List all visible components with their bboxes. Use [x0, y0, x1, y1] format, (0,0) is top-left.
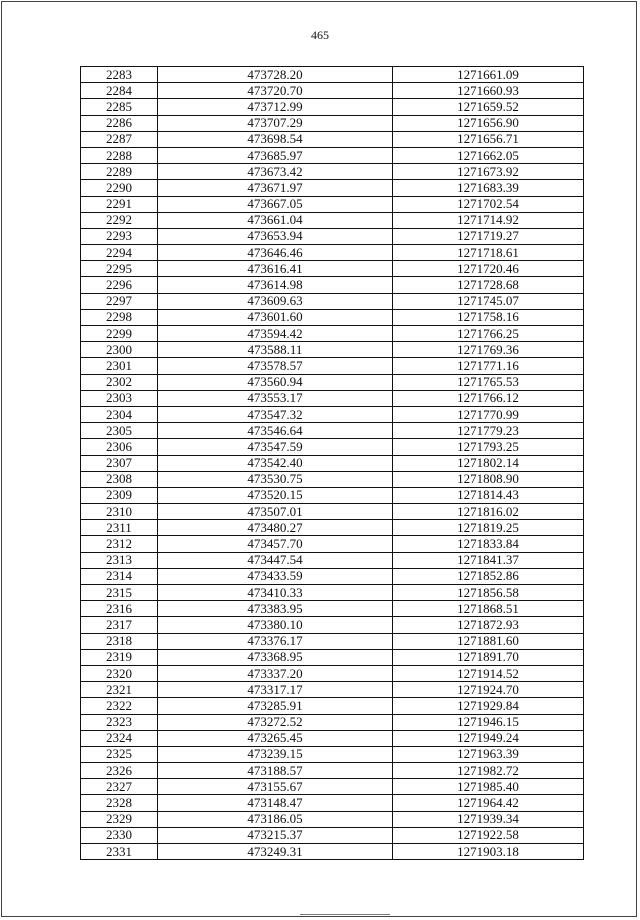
table-row [81, 504, 584, 520]
x-coordinate-cell: 473447.54 [158, 552, 393, 568]
table-row [81, 536, 584, 552]
point-number-cell: 2288 [81, 147, 158, 163]
x-coordinate-cell: 473155.67 [158, 779, 393, 795]
table-row [81, 309, 584, 325]
x-coordinate-cell: 473553.17 [158, 390, 393, 406]
table-row [81, 423, 584, 439]
x-coordinate-cell: 473337.20 [158, 665, 393, 681]
x-coordinate-cell: 473601.60 [158, 309, 393, 325]
point-number-cell: 2286 [81, 115, 158, 131]
table-row [81, 326, 584, 342]
x-coordinate-cell: 473646.46 [158, 245, 393, 261]
table-row [81, 406, 584, 422]
x-coordinate-cell: 473588.11 [158, 342, 393, 358]
point-number-cell: 2291 [81, 196, 158, 212]
table-row [81, 390, 584, 406]
x-coordinate-cell: 473685.97 [158, 147, 393, 163]
table-row [81, 487, 584, 503]
point-number-cell: 2324 [81, 730, 158, 746]
point-number-cell: 2298 [81, 309, 158, 325]
y-coordinate-cell: 1271852.86 [393, 568, 584, 584]
y-coordinate-cell: 1271683.39 [393, 180, 584, 196]
point-number-cell: 2308 [81, 471, 158, 487]
x-coordinate-cell: 473530.75 [158, 471, 393, 487]
y-coordinate-cell: 1271793.25 [393, 439, 584, 455]
x-coordinate-cell: 473215.37 [158, 827, 393, 843]
y-coordinate-cell: 1271868.51 [393, 601, 584, 617]
x-coordinate-cell: 473578.57 [158, 358, 393, 374]
x-coordinate-cell: 473148.47 [158, 795, 393, 811]
x-coordinate-cell: 473376.17 [158, 633, 393, 649]
x-coordinate-cell: 473380.10 [158, 617, 393, 633]
point-number-cell: 2311 [81, 520, 158, 536]
table-row [81, 455, 584, 471]
point-number-cell: 2326 [81, 763, 158, 779]
point-number-cell: 2325 [81, 746, 158, 762]
point-number-cell: 2300 [81, 342, 158, 358]
point-number-cell: 2292 [81, 212, 158, 228]
table-row [81, 67, 584, 83]
y-coordinate-cell: 1271766.25 [393, 326, 584, 342]
point-number-cell: 2290 [81, 180, 158, 196]
table-row [81, 277, 584, 293]
x-coordinate-cell: 473507.01 [158, 504, 393, 520]
table-row [81, 342, 584, 358]
table-row [81, 131, 584, 147]
table-row [81, 763, 584, 779]
table-row [81, 164, 584, 180]
x-coordinate-cell: 473265.45 [158, 730, 393, 746]
x-coordinate-cell: 473698.54 [158, 131, 393, 147]
y-coordinate-cell: 1271841.37 [393, 552, 584, 568]
point-number-cell: 2287 [81, 131, 158, 147]
point-number-cell: 2321 [81, 682, 158, 698]
point-number-cell: 2295 [81, 261, 158, 277]
y-coordinate-cell: 1271946.15 [393, 714, 584, 730]
y-coordinate-cell: 1271922.58 [393, 827, 584, 843]
y-coordinate-cell: 1271771.16 [393, 358, 584, 374]
y-coordinate-cell: 1271924.70 [393, 682, 584, 698]
point-number-cell: 2327 [81, 779, 158, 795]
point-number-cell: 2329 [81, 811, 158, 827]
table-row [81, 617, 584, 633]
x-coordinate-cell: 473594.42 [158, 326, 393, 342]
point-number-cell: 2294 [81, 245, 158, 261]
table-row [81, 293, 584, 309]
y-coordinate-cell: 1271656.90 [393, 115, 584, 131]
x-coordinate-cell: 473547.59 [158, 439, 393, 455]
table-row [81, 714, 584, 730]
table-row [81, 585, 584, 601]
y-coordinate-cell: 1271656.71 [393, 131, 584, 147]
point-number-cell: 2301 [81, 358, 158, 374]
point-number-cell: 2319 [81, 649, 158, 665]
point-number-cell: 2328 [81, 795, 158, 811]
y-coordinate-cell: 1271881.60 [393, 633, 584, 649]
point-number-cell: 2318 [81, 633, 158, 649]
table-row [81, 374, 584, 390]
table-row [81, 358, 584, 374]
y-coordinate-cell: 1271758.16 [393, 309, 584, 325]
bottom-divider [300, 914, 390, 915]
point-number-cell: 2296 [81, 277, 158, 293]
point-number-cell: 2317 [81, 617, 158, 633]
point-number-cell: 2313 [81, 552, 158, 568]
table-row [81, 228, 584, 244]
point-number-cell: 2310 [81, 504, 158, 520]
x-coordinate-cell: 473239.15 [158, 746, 393, 762]
y-coordinate-cell: 1271814.43 [393, 487, 584, 503]
coordinates-table-body [81, 67, 584, 860]
x-coordinate-cell: 473614.98 [158, 277, 393, 293]
y-coordinate-cell: 1271872.93 [393, 617, 584, 633]
y-coordinate-cell: 1271719.27 [393, 228, 584, 244]
x-coordinate-cell: 473383.95 [158, 601, 393, 617]
y-coordinate-cell: 1271745.07 [393, 293, 584, 309]
point-number-cell: 2307 [81, 455, 158, 471]
x-coordinate-cell: 473433.59 [158, 568, 393, 584]
y-coordinate-cell: 1271949.24 [393, 730, 584, 746]
table-row [81, 245, 584, 261]
y-coordinate-cell: 1271819.25 [393, 520, 584, 536]
x-coordinate-cell: 473560.94 [158, 374, 393, 390]
table-row [81, 649, 584, 665]
table-row [81, 730, 584, 746]
point-number-cell: 2284 [81, 83, 158, 99]
y-coordinate-cell: 1271891.70 [393, 649, 584, 665]
table-row [81, 811, 584, 827]
point-number-cell: 2331 [81, 844, 158, 860]
point-number-cell: 2303 [81, 390, 158, 406]
x-coordinate-cell: 473457.70 [158, 536, 393, 552]
table-row [81, 633, 584, 649]
table-row [81, 180, 584, 196]
y-coordinate-cell: 1271662.05 [393, 147, 584, 163]
y-coordinate-cell: 1271982.72 [393, 763, 584, 779]
x-coordinate-cell: 473661.04 [158, 212, 393, 228]
point-number-cell: 2305 [81, 423, 158, 439]
x-coordinate-cell: 473667.05 [158, 196, 393, 212]
x-coordinate-cell: 473720.70 [158, 83, 393, 99]
table-row [81, 698, 584, 714]
point-number-cell: 2297 [81, 293, 158, 309]
y-coordinate-cell: 1271856.58 [393, 585, 584, 601]
table-row [81, 439, 584, 455]
x-coordinate-cell: 473520.15 [158, 487, 393, 503]
table-row [81, 665, 584, 681]
x-coordinate-cell: 473609.63 [158, 293, 393, 309]
point-number-cell: 2302 [81, 374, 158, 390]
point-number-cell: 2293 [81, 228, 158, 244]
point-number-cell: 2306 [81, 439, 158, 455]
x-coordinate-cell: 473653.94 [158, 228, 393, 244]
table-row [81, 115, 584, 131]
x-coordinate-cell: 473616.41 [158, 261, 393, 277]
table-row [81, 212, 584, 228]
page-number: 465 [311, 28, 329, 42]
y-coordinate-cell: 1271728.68 [393, 277, 584, 293]
table-row [81, 99, 584, 115]
x-coordinate-cell: 473673.42 [158, 164, 393, 180]
table-row [81, 261, 584, 277]
table-row [81, 83, 584, 99]
x-coordinate-cell: 473547.32 [158, 406, 393, 422]
y-coordinate-cell: 1271985.40 [393, 779, 584, 795]
y-coordinate-cell: 1271659.52 [393, 99, 584, 115]
y-coordinate-cell: 1271673.92 [393, 164, 584, 180]
y-coordinate-cell: 1271833.84 [393, 536, 584, 552]
table-row [81, 795, 584, 811]
y-coordinate-cell: 1271661.09 [393, 67, 584, 83]
x-coordinate-cell: 473728.20 [158, 67, 393, 83]
x-coordinate-cell: 473546.64 [158, 423, 393, 439]
x-coordinate-cell: 473368.95 [158, 649, 393, 665]
y-coordinate-cell: 1271903.18 [393, 844, 584, 860]
point-number-cell: 2330 [81, 827, 158, 843]
y-coordinate-cell: 1271939.34 [393, 811, 584, 827]
coordinates-table [80, 66, 584, 860]
y-coordinate-cell: 1271929.84 [393, 698, 584, 714]
x-coordinate-cell: 473285.91 [158, 698, 393, 714]
table-row [81, 147, 584, 163]
point-number-cell: 2316 [81, 601, 158, 617]
table-row [81, 601, 584, 617]
point-number-cell: 2304 [81, 406, 158, 422]
table-row [81, 552, 584, 568]
y-coordinate-cell: 1271770.99 [393, 406, 584, 422]
y-coordinate-cell: 1271766.12 [393, 390, 584, 406]
x-coordinate-cell: 473249.31 [158, 844, 393, 860]
y-coordinate-cell: 1271914.52 [393, 665, 584, 681]
point-number-cell: 2283 [81, 67, 158, 83]
y-coordinate-cell: 1271765.53 [393, 374, 584, 390]
table-row [81, 779, 584, 795]
point-number-cell: 2309 [81, 487, 158, 503]
y-coordinate-cell: 1271802.14 [393, 455, 584, 471]
y-coordinate-cell: 1271769.36 [393, 342, 584, 358]
y-coordinate-cell: 1271816.02 [393, 504, 584, 520]
y-coordinate-cell: 1271660.93 [393, 83, 584, 99]
x-coordinate-cell: 473188.57 [158, 763, 393, 779]
y-coordinate-cell: 1271718.61 [393, 245, 584, 261]
point-number-cell: 2323 [81, 714, 158, 730]
point-number-cell: 2315 [81, 585, 158, 601]
x-coordinate-cell: 473186.05 [158, 811, 393, 827]
table-row [81, 844, 584, 860]
y-coordinate-cell: 1271779.23 [393, 423, 584, 439]
table-row [81, 568, 584, 584]
point-number-cell: 2312 [81, 536, 158, 552]
y-coordinate-cell: 1271964.42 [393, 795, 584, 811]
y-coordinate-cell: 1271720.46 [393, 261, 584, 277]
x-coordinate-cell: 473707.29 [158, 115, 393, 131]
x-coordinate-cell: 473317.17 [158, 682, 393, 698]
x-coordinate-cell: 473410.33 [158, 585, 393, 601]
x-coordinate-cell: 473542.40 [158, 455, 393, 471]
point-number-cell: 2320 [81, 665, 158, 681]
table-row [81, 682, 584, 698]
x-coordinate-cell: 473272.52 [158, 714, 393, 730]
table-row [81, 746, 584, 762]
table-row [81, 827, 584, 843]
y-coordinate-cell: 1271808.90 [393, 471, 584, 487]
point-number-cell: 2299 [81, 326, 158, 342]
point-number-cell: 2289 [81, 164, 158, 180]
table-row [81, 471, 584, 487]
table-row [81, 196, 584, 212]
table-row [81, 520, 584, 536]
x-coordinate-cell: 473480.27 [158, 520, 393, 536]
point-number-cell: 2285 [81, 99, 158, 115]
point-number-cell: 2322 [81, 698, 158, 714]
y-coordinate-cell: 1271714.92 [393, 212, 584, 228]
x-coordinate-cell: 473671.97 [158, 180, 393, 196]
y-coordinate-cell: 1271963.39 [393, 746, 584, 762]
y-coordinate-cell: 1271702.54 [393, 196, 584, 212]
x-coordinate-cell: 473712.99 [158, 99, 393, 115]
point-number-cell: 2314 [81, 568, 158, 584]
